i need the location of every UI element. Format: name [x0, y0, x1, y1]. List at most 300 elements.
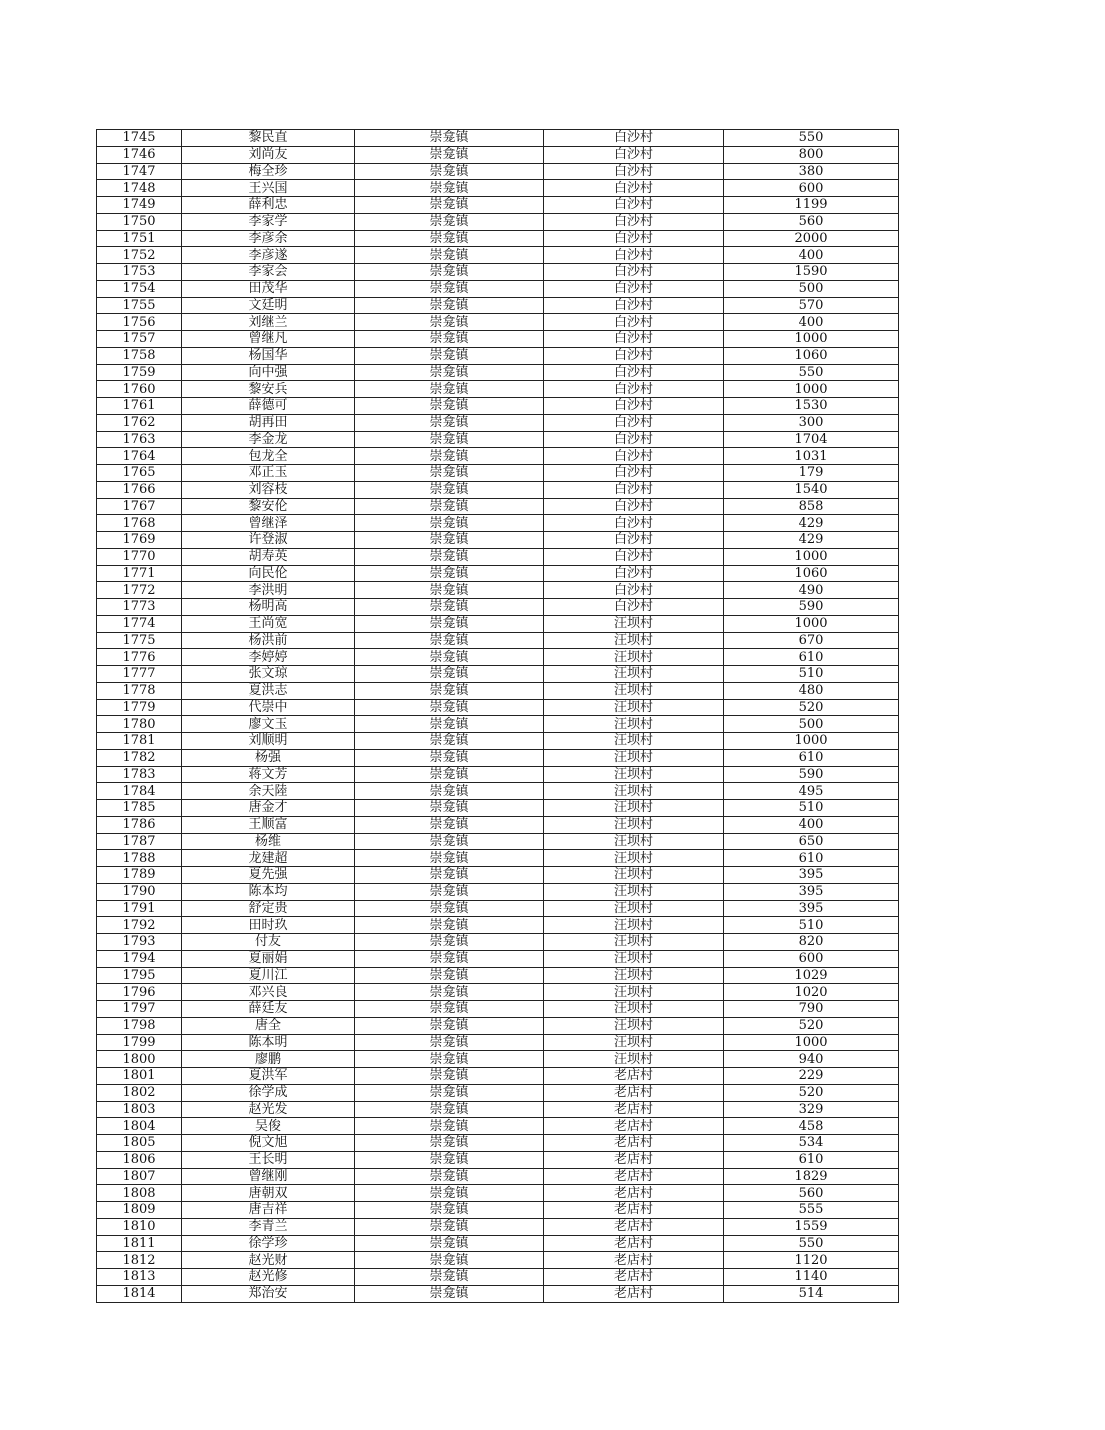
town-cell: 崇龛镇 [355, 1034, 544, 1051]
row-number-cell: 1766 [97, 481, 182, 498]
name-cell: 王长明 [182, 1151, 355, 1168]
row-number-cell: 1802 [97, 1084, 182, 1101]
town-cell: 崇龛镇 [355, 1001, 544, 1018]
name-cell: 付友 [182, 934, 355, 951]
amount-cell: 858 [724, 498, 899, 515]
amount-cell: 1540 [724, 481, 899, 498]
village-cell: 白沙村 [544, 180, 724, 197]
table-row [97, 1151, 899, 1168]
town-cell: 崇龛镇 [355, 632, 544, 649]
table-row [97, 448, 899, 465]
amount-cell: 429 [724, 532, 899, 549]
town-cell: 崇龛镇 [355, 381, 544, 398]
name-cell: 梅全珍 [182, 163, 355, 180]
amount-cell: 570 [724, 297, 899, 314]
table-row [97, 582, 899, 599]
village-cell: 老店村 [544, 1218, 724, 1235]
table-row [97, 649, 899, 666]
row-number-cell: 1797 [97, 1001, 182, 1018]
amount-cell: 1140 [724, 1269, 899, 1286]
village-cell: 汪坝村 [544, 1001, 724, 1018]
amount-cell: 940 [724, 1051, 899, 1068]
town-cell: 崇龛镇 [355, 950, 544, 967]
table-row [97, 331, 899, 348]
amount-cell: 520 [724, 699, 899, 716]
table-row [97, 1034, 899, 1051]
table-row [97, 967, 899, 984]
town-cell: 崇龛镇 [355, 766, 544, 783]
name-cell: 唐全 [182, 1017, 355, 1034]
row-number-cell: 1787 [97, 833, 182, 850]
amount-cell: 560 [724, 213, 899, 230]
table-row [97, 749, 899, 766]
row-number-cell: 1782 [97, 749, 182, 766]
village-cell: 白沙村 [544, 431, 724, 448]
amount-cell: 590 [724, 766, 899, 783]
town-cell: 崇龛镇 [355, 1218, 544, 1235]
amount-cell: 1000 [724, 331, 899, 348]
name-cell: 刘顺明 [182, 733, 355, 750]
town-cell: 崇龛镇 [355, 1168, 544, 1185]
name-cell: 夏洪军 [182, 1068, 355, 1085]
amount-cell: 1031 [724, 448, 899, 465]
row-number-cell: 1803 [97, 1101, 182, 1118]
row-number-cell: 1756 [97, 314, 182, 331]
village-cell: 汪坝村 [544, 766, 724, 783]
table-row [97, 666, 899, 683]
village-cell: 老店村 [544, 1101, 724, 1118]
town-cell: 崇龛镇 [355, 230, 544, 247]
table-row [97, 783, 899, 800]
village-cell: 白沙村 [544, 582, 724, 599]
table-row [97, 1218, 899, 1235]
name-cell: 龙建超 [182, 850, 355, 867]
row-number-cell: 1764 [97, 448, 182, 465]
table-row [97, 431, 899, 448]
row-number-cell: 1753 [97, 264, 182, 281]
town-cell: 崇龛镇 [355, 1051, 544, 1068]
amount-cell: 429 [724, 515, 899, 532]
table-body [97, 130, 899, 1303]
name-cell: 赵光修 [182, 1269, 355, 1286]
name-cell: 王顺富 [182, 816, 355, 833]
name-cell: 徐学成 [182, 1084, 355, 1101]
row-number-cell: 1789 [97, 867, 182, 884]
table-row [97, 213, 899, 230]
name-cell: 杨国华 [182, 347, 355, 364]
name-cell: 薛德可 [182, 398, 355, 415]
row-number-cell: 1767 [97, 498, 182, 515]
amount-cell: 1000 [724, 615, 899, 632]
name-cell: 夏先强 [182, 867, 355, 884]
town-cell: 崇龛镇 [355, 280, 544, 297]
table-row [97, 984, 899, 1001]
table-row [97, 280, 899, 297]
town-cell: 崇龛镇 [355, 1269, 544, 1286]
row-number-cell: 1769 [97, 532, 182, 549]
table-row [97, 230, 899, 247]
row-number-cell: 1748 [97, 180, 182, 197]
town-cell: 崇龛镇 [355, 967, 544, 984]
row-number-cell: 1762 [97, 414, 182, 431]
town-cell: 崇龛镇 [355, 498, 544, 515]
town-cell: 崇龛镇 [355, 1135, 544, 1152]
village-cell: 老店村 [544, 1084, 724, 1101]
amount-cell: 329 [724, 1101, 899, 1118]
amount-cell: 1000 [724, 548, 899, 565]
village-cell: 白沙村 [544, 398, 724, 415]
village-cell: 白沙村 [544, 247, 724, 264]
table-row [97, 850, 899, 867]
row-number-cell: 1812 [97, 1252, 182, 1269]
table-row [97, 599, 899, 616]
name-cell: 唐金才 [182, 800, 355, 817]
name-cell: 文廷明 [182, 297, 355, 314]
town-cell: 崇龛镇 [355, 1068, 544, 1085]
village-cell: 白沙村 [544, 230, 724, 247]
name-cell: 黎安兵 [182, 381, 355, 398]
village-cell: 汪坝村 [544, 699, 724, 716]
row-number-cell: 1777 [97, 666, 182, 683]
amount-cell: 1530 [724, 398, 899, 415]
table-row [97, 917, 899, 934]
name-cell: 唐吉祥 [182, 1202, 355, 1219]
amount-cell: 550 [724, 1235, 899, 1252]
table-row [97, 465, 899, 482]
amount-cell: 600 [724, 950, 899, 967]
name-cell: 李青兰 [182, 1218, 355, 1235]
table-row [97, 364, 899, 381]
amount-cell: 534 [724, 1135, 899, 1152]
town-cell: 崇龛镇 [355, 314, 544, 331]
town-cell: 崇龛镇 [355, 146, 544, 163]
row-number-cell: 1755 [97, 297, 182, 314]
town-cell: 崇龛镇 [355, 716, 544, 733]
village-cell: 老店村 [544, 1235, 724, 1252]
village-cell: 白沙村 [544, 213, 724, 230]
table-row [97, 1235, 899, 1252]
village-cell: 白沙村 [544, 481, 724, 498]
amount-cell: 458 [724, 1118, 899, 1135]
town-cell: 崇龛镇 [355, 347, 544, 364]
town-cell: 崇龛镇 [355, 364, 544, 381]
name-cell: 邓正玉 [182, 465, 355, 482]
table-row [97, 1168, 899, 1185]
name-cell: 郑治安 [182, 1285, 355, 1302]
village-cell: 白沙村 [544, 498, 724, 515]
amount-cell: 1000 [724, 381, 899, 398]
table-row [97, 347, 899, 364]
amount-cell: 610 [724, 850, 899, 867]
name-cell: 杨明高 [182, 599, 355, 616]
table-row [97, 934, 899, 951]
amount-cell: 1704 [724, 431, 899, 448]
name-cell: 廖鹏 [182, 1051, 355, 1068]
amount-cell: 490 [724, 582, 899, 599]
amount-cell: 650 [724, 833, 899, 850]
town-cell: 崇龛镇 [355, 934, 544, 951]
amount-cell: 520 [724, 1084, 899, 1101]
table-row [97, 950, 899, 967]
name-cell: 李家学 [182, 213, 355, 230]
row-number-cell: 1768 [97, 515, 182, 532]
amount-cell: 380 [724, 163, 899, 180]
village-cell: 老店村 [544, 1151, 724, 1168]
name-cell: 张文琼 [182, 666, 355, 683]
table-row [97, 180, 899, 197]
table-row [97, 1001, 899, 1018]
name-cell: 廖文玉 [182, 716, 355, 733]
row-number-cell: 1749 [97, 197, 182, 214]
row-number-cell: 1752 [97, 247, 182, 264]
village-cell: 老店村 [544, 1252, 724, 1269]
table-row [97, 867, 899, 884]
town-cell: 崇龛镇 [355, 481, 544, 498]
name-cell: 赵光发 [182, 1101, 355, 1118]
village-cell: 白沙村 [544, 146, 724, 163]
village-cell: 白沙村 [544, 197, 724, 214]
name-cell: 曾继泽 [182, 515, 355, 532]
row-number-cell: 1810 [97, 1218, 182, 1235]
row-number-cell: 1761 [97, 398, 182, 415]
village-cell: 汪坝村 [544, 649, 724, 666]
table-row [97, 816, 899, 833]
village-cell: 白沙村 [544, 599, 724, 616]
town-cell: 崇龛镇 [355, 1185, 544, 1202]
town-cell: 崇龛镇 [355, 414, 544, 431]
town-cell: 崇龛镇 [355, 682, 544, 699]
amount-cell: 790 [724, 1001, 899, 1018]
row-number-cell: 1788 [97, 850, 182, 867]
table-row [97, 163, 899, 180]
amount-cell: 820 [724, 934, 899, 951]
row-number-cell: 1801 [97, 1068, 182, 1085]
amount-cell: 610 [724, 1151, 899, 1168]
row-number-cell: 1809 [97, 1202, 182, 1219]
amount-cell: 1060 [724, 565, 899, 582]
row-number-cell: 1770 [97, 548, 182, 565]
table-row [97, 733, 899, 750]
row-number-cell: 1814 [97, 1285, 182, 1302]
amount-cell: 1590 [724, 264, 899, 281]
town-cell: 崇龛镇 [355, 733, 544, 750]
amount-cell: 600 [724, 180, 899, 197]
name-cell: 刘尚友 [182, 146, 355, 163]
amount-cell: 495 [724, 783, 899, 800]
table-row [97, 632, 899, 649]
table-row [97, 1051, 899, 1068]
name-cell: 向民伦 [182, 565, 355, 582]
village-cell: 汪坝村 [544, 917, 724, 934]
village-cell: 白沙村 [544, 465, 724, 482]
name-cell: 刘容枝 [182, 481, 355, 498]
town-cell: 崇龛镇 [355, 783, 544, 800]
table-row [97, 565, 899, 582]
amount-cell: 550 [724, 130, 899, 147]
amount-cell: 395 [724, 883, 899, 900]
village-cell: 老店村 [544, 1118, 724, 1135]
amount-cell: 1199 [724, 197, 899, 214]
table-row [97, 314, 899, 331]
table-row [97, 883, 899, 900]
row-number-cell: 1800 [97, 1051, 182, 1068]
village-cell: 汪坝村 [544, 850, 724, 867]
row-number-cell: 1763 [97, 431, 182, 448]
table-row [97, 297, 899, 314]
row-number-cell: 1773 [97, 599, 182, 616]
table-row [97, 800, 899, 817]
village-cell: 白沙村 [544, 515, 724, 532]
village-cell: 白沙村 [544, 364, 724, 381]
row-number-cell: 1811 [97, 1235, 182, 1252]
amount-cell: 300 [724, 414, 899, 431]
village-cell: 汪坝村 [544, 833, 724, 850]
town-cell: 崇龛镇 [355, 197, 544, 214]
row-number-cell: 1804 [97, 1118, 182, 1135]
row-number-cell: 1772 [97, 582, 182, 599]
row-number-cell: 1779 [97, 699, 182, 716]
village-cell: 汪坝村 [544, 984, 724, 1001]
table-row [97, 1185, 899, 1202]
row-number-cell: 1793 [97, 934, 182, 951]
town-cell: 崇龛镇 [355, 917, 544, 934]
row-number-cell: 1754 [97, 280, 182, 297]
amount-cell: 610 [724, 649, 899, 666]
town-cell: 崇龛镇 [355, 1235, 544, 1252]
table-row [97, 264, 899, 281]
town-cell: 崇龛镇 [355, 582, 544, 599]
amount-cell: 500 [724, 280, 899, 297]
name-cell: 李洪明 [182, 582, 355, 599]
amount-cell: 179 [724, 465, 899, 482]
amount-cell: 590 [724, 599, 899, 616]
row-number-cell: 1775 [97, 632, 182, 649]
row-number-cell: 1791 [97, 900, 182, 917]
table-row [97, 1285, 899, 1302]
village-cell: 白沙村 [544, 280, 724, 297]
name-cell: 李婷婷 [182, 649, 355, 666]
name-cell: 杨洪前 [182, 632, 355, 649]
town-cell: 崇龛镇 [355, 800, 544, 817]
name-cell: 薛廷友 [182, 1001, 355, 1018]
name-cell: 邓兴良 [182, 984, 355, 1001]
name-cell: 杨强 [182, 749, 355, 766]
row-number-cell: 1750 [97, 213, 182, 230]
village-cell: 汪坝村 [544, 800, 724, 817]
town-cell: 崇龛镇 [355, 532, 544, 549]
name-cell: 杨维 [182, 833, 355, 850]
name-cell: 黎安伦 [182, 498, 355, 515]
town-cell: 崇龛镇 [355, 649, 544, 666]
town-cell: 崇龛镇 [355, 448, 544, 465]
row-number-cell: 1796 [97, 984, 182, 1001]
amount-cell: 229 [724, 1068, 899, 1085]
village-cell: 汪坝村 [544, 716, 724, 733]
table-row [97, 146, 899, 163]
table-row [97, 900, 899, 917]
amount-cell: 1000 [724, 1034, 899, 1051]
table-row [97, 414, 899, 431]
name-cell: 曾继刚 [182, 1168, 355, 1185]
town-cell: 崇龛镇 [355, 213, 544, 230]
name-cell: 田茂华 [182, 280, 355, 297]
village-cell: 汪坝村 [544, 783, 724, 800]
name-cell: 陈本明 [182, 1034, 355, 1051]
amount-cell: 800 [724, 146, 899, 163]
name-cell: 田时玖 [182, 917, 355, 934]
name-cell: 许登淑 [182, 532, 355, 549]
village-cell: 汪坝村 [544, 900, 724, 917]
amount-cell: 1120 [724, 1252, 899, 1269]
row-number-cell: 1794 [97, 950, 182, 967]
row-number-cell: 1805 [97, 1135, 182, 1152]
amount-cell: 395 [724, 867, 899, 884]
village-cell: 汪坝村 [544, 632, 724, 649]
town-cell: 崇龛镇 [355, 297, 544, 314]
amount-cell: 670 [724, 632, 899, 649]
village-cell: 汪坝村 [544, 967, 724, 984]
village-cell: 汪坝村 [544, 615, 724, 632]
village-cell: 白沙村 [544, 130, 724, 147]
town-cell: 崇龛镇 [355, 1252, 544, 1269]
town-cell: 崇龛镇 [355, 984, 544, 1001]
name-cell: 王尚宽 [182, 615, 355, 632]
town-cell: 崇龛镇 [355, 1084, 544, 1101]
village-cell: 汪坝村 [544, 934, 724, 951]
row-number-cell: 1747 [97, 163, 182, 180]
row-number-cell: 1760 [97, 381, 182, 398]
amount-cell: 500 [724, 716, 899, 733]
amount-cell: 510 [724, 666, 899, 683]
name-cell: 余天陸 [182, 783, 355, 800]
town-cell: 崇龛镇 [355, 398, 544, 415]
village-cell: 汪坝村 [544, 816, 724, 833]
name-cell: 曾继凡 [182, 331, 355, 348]
table-row [97, 1202, 899, 1219]
row-number-cell: 1795 [97, 967, 182, 984]
row-number-cell: 1751 [97, 230, 182, 247]
village-cell: 汪坝村 [544, 733, 724, 750]
name-cell: 李彦余 [182, 230, 355, 247]
row-number-cell: 1786 [97, 816, 182, 833]
village-cell: 老店村 [544, 1285, 724, 1302]
town-cell: 崇龛镇 [355, 1017, 544, 1034]
table-row [97, 615, 899, 632]
table-row [97, 1252, 899, 1269]
village-cell: 白沙村 [544, 331, 724, 348]
village-cell: 汪坝村 [544, 1051, 724, 1068]
table-row [97, 1068, 899, 1085]
village-cell: 汪坝村 [544, 1034, 724, 1051]
amount-cell: 1829 [724, 1168, 899, 1185]
row-number-cell: 1746 [97, 146, 182, 163]
town-cell: 崇龛镇 [355, 1101, 544, 1118]
name-cell: 吴俊 [182, 1118, 355, 1135]
row-number-cell: 1758 [97, 347, 182, 364]
town-cell: 崇龛镇 [355, 883, 544, 900]
table-row [97, 130, 899, 147]
name-cell: 胡再田 [182, 414, 355, 431]
row-number-cell: 1765 [97, 465, 182, 482]
row-number-cell: 1798 [97, 1017, 182, 1034]
village-cell: 白沙村 [544, 163, 724, 180]
table-row [97, 515, 899, 532]
name-cell: 包龙全 [182, 448, 355, 465]
amount-cell: 400 [724, 314, 899, 331]
name-cell: 倪文旭 [182, 1135, 355, 1152]
amount-cell: 400 [724, 816, 899, 833]
row-number-cell: 1759 [97, 364, 182, 381]
